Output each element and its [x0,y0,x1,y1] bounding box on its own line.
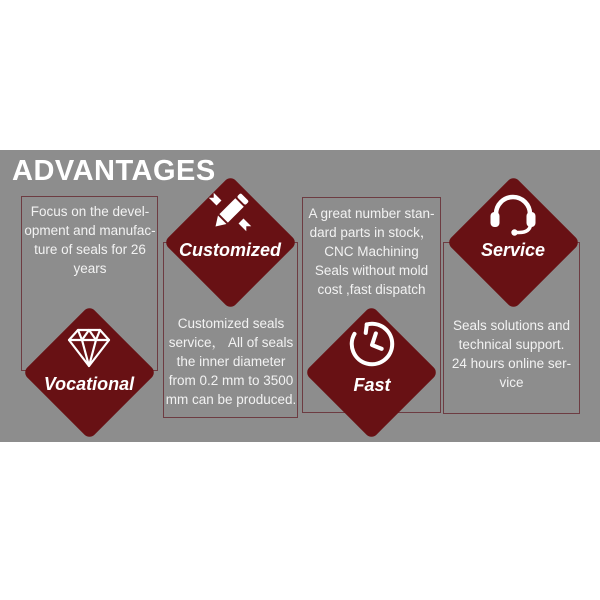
service-text: Seals solutions and technical support. 24 hours online ser- vice [451,318,572,390]
pencil-icon [201,183,259,241]
customized-text: Customized seals service， All of seals the inner diameter from 0.2 mm to 3500 mm can be produced. [165,316,297,407]
fast-text: A great number stan- dard parts in stock， CNC Machining Seals without mold cost ,fast dispatch [308,206,435,297]
fast-label: Fast [353,375,391,395]
page-title: ADVANTAGES [12,155,216,187]
gem-icon [63,321,115,373]
customized-label: Customized [178,240,281,260]
vocational-label: Vocational [43,374,135,394]
service-label: Service [480,240,546,260]
headset-icon [486,184,540,238]
vocational-text: Focus on the devel- opment and manufac- ture of seals for 26 years [24,204,156,276]
history-clock-icon [346,318,398,370]
